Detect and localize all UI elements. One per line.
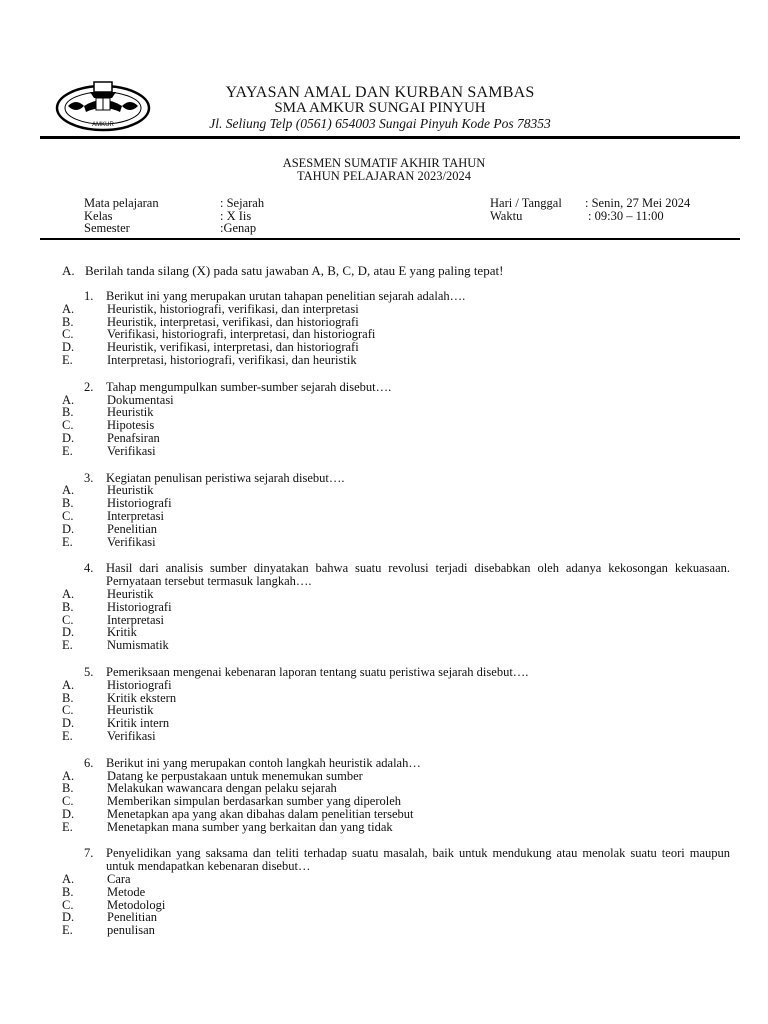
- school-logo-icon: [54, 76, 152, 136]
- option-text: Verifikasi: [107, 728, 156, 743]
- answer-option[interactable]: [62, 588, 730, 601]
- answer-option[interactable]: [62, 808, 730, 821]
- meta-label: Mata pelajaran: [84, 196, 159, 210]
- question-item: [62, 470, 730, 549]
- answer-option[interactable]: [62, 419, 730, 432]
- answer-option[interactable]: [62, 406, 730, 419]
- question-item: [62, 846, 730, 938]
- question-text: Kegiatan penulisan peristiwa sejarah disebut….: [106, 470, 345, 485]
- option-text: Heuristik: [107, 586, 154, 601]
- option-text: Numismatik: [107, 638, 169, 653]
- answer-option[interactable]: [62, 303, 730, 316]
- meta-colon: :: [220, 196, 224, 210]
- question-number: 4.: [84, 561, 94, 576]
- option-text: Heuristik: [107, 483, 154, 498]
- option-letter: E.: [62, 923, 73, 938]
- option-letter: A.: [62, 768, 75, 783]
- meta-label: Semester: [84, 221, 130, 235]
- option-letter: A.: [62, 586, 75, 601]
- question-list: [62, 289, 730, 951]
- option-letter: B.: [62, 599, 74, 614]
- option-letter: B.: [62, 314, 74, 329]
- exam-title: ASESMEN SUMATIF AKHIR TAHUN: [282, 156, 486, 170]
- question-stem: [84, 290, 730, 303]
- question-stem: [84, 666, 730, 679]
- question-text: Berikut ini yang merupakan urutan tahapan penelitian sejarah adalah….: [106, 289, 466, 303]
- section-instruction: [62, 263, 503, 279]
- question-item: [62, 561, 730, 653]
- answer-option[interactable]: [62, 536, 730, 549]
- option-text: Heuristik: [107, 703, 154, 718]
- option-letter: E.: [62, 819, 73, 834]
- option-text: Heuristik, verifikasi, interpretasi, dan historiografi: [107, 340, 359, 355]
- option-text: Hipotesis: [107, 418, 155, 433]
- meta-left: [84, 197, 264, 235]
- question-stem: [84, 472, 730, 485]
- question-number: 7.: [84, 846, 94, 861]
- section-letter: A.: [62, 263, 75, 278]
- meta-value: Sejarah: [223, 196, 265, 210]
- answer-option[interactable]: [62, 692, 730, 705]
- option-text: Kritik intern: [107, 716, 170, 731]
- answer-option[interactable]: [62, 523, 730, 536]
- meta-value: X Iis: [223, 208, 252, 223]
- option-letter: C.: [62, 612, 74, 627]
- option-letter: A.: [62, 677, 75, 692]
- meta-value: 09:30 – 11:00: [594, 208, 664, 223]
- option-text: Verifikasi, historiografi, interpretasi, dan historiografi: [107, 327, 376, 342]
- meta-label: Hari / Tanggal: [490, 196, 562, 210]
- option-text: Heuristik, interpretasi, verifikasi, dan historiografi: [107, 314, 359, 329]
- question-item: [62, 379, 730, 458]
- answer-option[interactable]: [62, 730, 730, 743]
- option-letter: D.: [62, 625, 75, 640]
- option-text: Historiografi: [107, 599, 172, 614]
- question-text: Berikut ini yang merupakan contoh langkah heuristik adalah…: [106, 755, 421, 770]
- option-letter: C.: [62, 418, 74, 433]
- option-text: Verifikasi: [107, 443, 156, 458]
- option-letter: E.: [62, 728, 73, 743]
- option-text: Cara: [107, 872, 131, 887]
- answer-option[interactable]: [62, 601, 730, 614]
- option-text: Menetapkan mana sumber yang berkaitan dan yang tidak: [107, 819, 393, 834]
- option-text: Interpretasi: [107, 612, 164, 627]
- logo-caption: AMKUR: [92, 122, 114, 128]
- option-letter: A.: [62, 872, 75, 887]
- meta-value: Senin, 27 Mei 2024: [588, 196, 691, 210]
- question-number: 6.: [84, 755, 94, 770]
- school-name: SMA AMKUR SUNGAI PINYUH: [274, 100, 486, 116]
- option-text: Metode: [107, 884, 146, 899]
- question-text: Hasil dari analisis sumber dinyatakan bahwa suatu revolusi terjadi disebabkan oleh adanya kekosongan kekuasaan. Pernyataan tersebut termasuk langkah….: [106, 561, 730, 589]
- meta-colon: :: [220, 221, 224, 235]
- option-letter: E.: [62, 534, 73, 549]
- question-number: 1.: [84, 289, 94, 303]
- answer-option[interactable]: [62, 679, 730, 692]
- answer-option[interactable]: [62, 394, 730, 407]
- option-text: Melakukan wawancara dengan pelaku sejarah: [107, 781, 337, 796]
- meta-right: [490, 197, 690, 222]
- option-text: Heuristik, historiografi, verifikasi, dan interpretasi: [107, 301, 359, 316]
- option-letter: E.: [62, 443, 73, 458]
- answer-option[interactable]: [62, 510, 730, 523]
- question-text: Penyelidikan yang saksama dan teliti terhadap suatu masalah, baik untuk mendukung atau menolak suatu teori maupun untuk mendapatkan kebenaran disebut…: [106, 846, 730, 874]
- answer-option[interactable]: [62, 924, 730, 937]
- answer-option[interactable]: [62, 899, 730, 912]
- option-text: Menetapkan apa yang akan dibahas dalam penelitian tersebut: [107, 806, 414, 821]
- question-stem: [84, 757, 730, 770]
- answer-option[interactable]: [62, 354, 730, 367]
- option-letter: B.: [62, 690, 74, 705]
- option-letter: D.: [62, 521, 75, 536]
- option-letter: B.: [62, 884, 74, 899]
- question-stem: [84, 562, 730, 588]
- meta-label: Kelas: [84, 208, 113, 223]
- option-letter: C.: [62, 897, 74, 912]
- question-number: 2.: [84, 379, 94, 394]
- question-item: [62, 289, 730, 367]
- meta-value: Genap: [223, 221, 257, 235]
- option-letter: B.: [62, 496, 74, 511]
- meta-colon: :: [220, 208, 224, 223]
- option-text: Historiografi: [107, 677, 172, 692]
- option-letter: C.: [62, 327, 74, 342]
- option-text: Memberikan simpulan berdasarkan sumber yang diperoleh: [107, 794, 402, 809]
- option-letter: E.: [62, 352, 73, 367]
- school-address: Jl. Seliung Telp (0561) 654003 Sungai Pinyuh Kode Pos 78353: [209, 116, 551, 131]
- meta-colon: :: [585, 196, 589, 210]
- meta-label: Waktu: [490, 208, 523, 223]
- option-text: Heuristik: [107, 405, 154, 420]
- option-text: Metodologi: [107, 897, 166, 912]
- question-number: 3.: [84, 470, 94, 485]
- option-text: Datang ke perpustakaan untuk menemukan sumber: [107, 768, 363, 783]
- meta-row-time: [490, 210, 690, 223]
- answer-option[interactable]: [62, 911, 730, 924]
- option-text: Kritik ekstern: [107, 690, 177, 705]
- option-letter: D.: [62, 340, 75, 355]
- answer-option[interactable]: [62, 432, 730, 445]
- option-letter: E.: [62, 638, 73, 653]
- question-item: [62, 664, 730, 743]
- option-text: Interpretasi, historiografi, verifikasi, dan heuristik: [107, 352, 357, 367]
- option-text: Verifikasi: [107, 534, 156, 549]
- option-letter: D.: [62, 716, 75, 731]
- option-text: Dokumentasi: [107, 392, 174, 407]
- option-text: Historiografi: [107, 496, 172, 511]
- question-stem: [84, 381, 730, 394]
- option-letter: B.: [62, 781, 74, 796]
- option-letter: A.: [62, 483, 75, 498]
- option-letter: A.: [62, 392, 75, 407]
- option-letter: C.: [62, 703, 74, 718]
- answer-option[interactable]: [62, 886, 730, 899]
- header-divider: [40, 136, 740, 139]
- foundation-name: YAYASAN AMAL DAN KURBAN SAMBAS: [225, 84, 535, 101]
- option-letter: C.: [62, 794, 74, 809]
- answer-option[interactable]: [62, 795, 730, 808]
- answer-option[interactable]: [62, 821, 730, 834]
- meta-colon: :: [588, 208, 592, 223]
- option-text: Penelitian: [107, 910, 157, 925]
- meta-divider: [40, 238, 740, 240]
- option-letter: D.: [62, 806, 75, 821]
- option-letter: B.: [62, 405, 74, 420]
- meta-row-semester: [84, 222, 264, 235]
- answer-option[interactable]: [62, 639, 730, 652]
- question-number: 5.: [84, 664, 94, 679]
- answer-option[interactable]: [62, 873, 730, 886]
- answer-option[interactable]: [62, 445, 730, 458]
- question-text: Tahap mengumpulkan sumber-sumber sejarah disebut….: [106, 379, 392, 394]
- question-item: [62, 755, 730, 834]
- question-stem: [84, 847, 730, 873]
- option-text: Interpretasi: [107, 508, 164, 523]
- option-letter: D.: [62, 910, 75, 925]
- option-text: Penelitian: [107, 521, 157, 536]
- option-letter: C.: [62, 508, 74, 523]
- answer-option[interactable]: [62, 717, 730, 730]
- option-text: Penafsiran: [107, 430, 160, 445]
- answer-option[interactable]: [62, 614, 730, 627]
- instruction-text: Berilah tanda silang (X) pada satu jawaban A, B, C, D, atau E yang paling tepat!: [85, 263, 504, 278]
- option-letter: A.: [62, 301, 75, 316]
- question-text: Pemeriksaan mengenai kebenaran laporan tentang suatu peristiwa sejarah disebut….: [106, 664, 529, 679]
- option-letter: D.: [62, 430, 75, 445]
- option-text: Kritik: [107, 625, 137, 640]
- exam-year: TAHUN PELAJARAN 2023/2024: [297, 169, 471, 183]
- option-text: penulisan: [107, 923, 155, 938]
